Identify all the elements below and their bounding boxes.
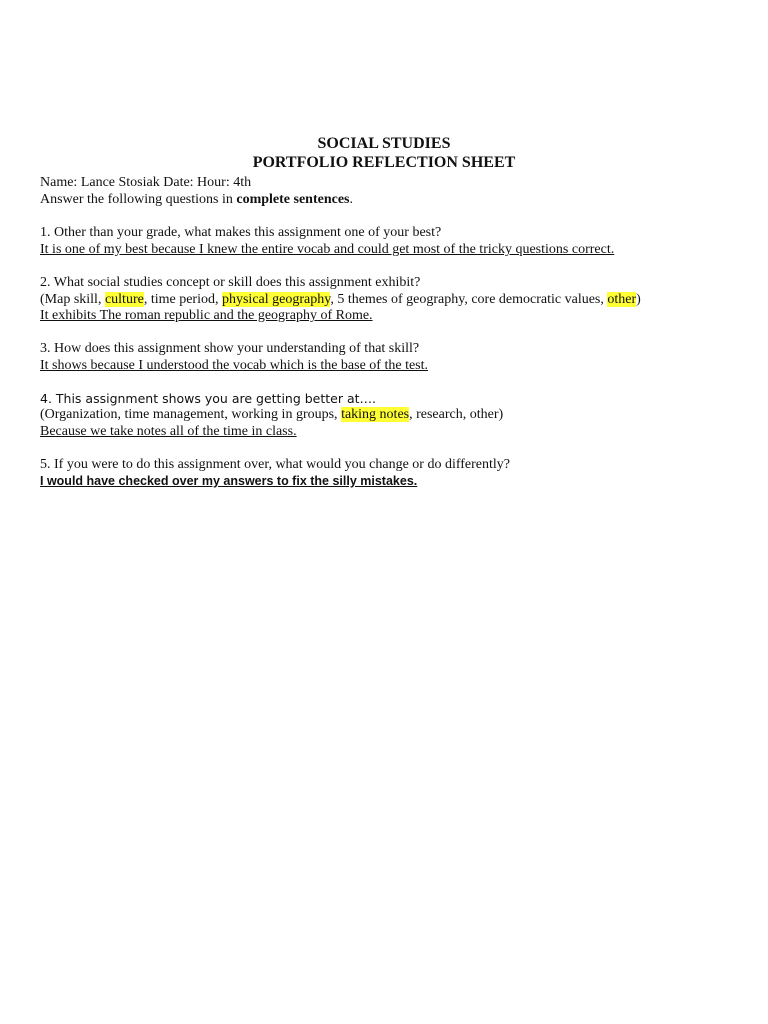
instruction-suffix: .: [349, 192, 354, 207]
q2-option-text: ): [636, 292, 641, 307]
question-2-options: [40, 291, 641, 308]
question-4: 4. This assignment shows you are getting better at….: [40, 391, 377, 406]
document-title-line2: PORTFOLIO REFLECTION SHEET: [252, 154, 516, 171]
answer-3: It shows because I understood the vocab which is the base of the test.: [40, 358, 429, 373]
q4-option-text: (Organization, time management, working in groups,: [40, 407, 342, 422]
instruction-bold: complete sentences: [236, 192, 350, 207]
question-4-options: [40, 406, 503, 423]
q4-highlight-taking-notes: taking notes: [341, 407, 410, 422]
q2-option-text: , 5 themes of geography, core democratic values,: [330, 292, 608, 307]
q2-highlight-culture: culture: [104, 292, 144, 307]
answer-1: It is one of my best because I knew the entire vocab and could get most of the tricky questions correct.: [40, 242, 615, 257]
question-2: 2. What social studies concept or skill does this assignment exhibit?: [40, 275, 421, 290]
document-title-line1: SOCIAL STUDIES: [317, 135, 451, 152]
answer-5: I would have checked over my answers to fix the silly mistakes.: [40, 474, 418, 488]
q2-highlight-physical-geography: physical geography: [221, 292, 331, 307]
q4-option-text: , research, other): [409, 407, 504, 422]
question-3: 3. How does this assignment show your understanding of that skill?: [40, 341, 420, 356]
q2-option-text: , time period,: [143, 292, 222, 307]
question-5: 5. If you were to do this assignment over, what would you change or do differently?: [40, 457, 511, 472]
answer-2: It exhibits The roman republic and the geography of Rome.: [40, 308, 373, 323]
answer-4: Because we take notes all of the time in class.: [40, 424, 297, 439]
instruction-prefix: Answer the following questions in: [40, 192, 237, 207]
instruction-line: [40, 191, 353, 208]
q2-highlight-other: other: [607, 292, 637, 307]
question-1: 1. Other than your grade, what makes this assignment one of your best?: [40, 225, 442, 240]
q2-option-text: (Map skill,: [40, 292, 105, 307]
student-info-line: Name: Lance Stosiak Date: Hour: 4th: [40, 175, 252, 190]
